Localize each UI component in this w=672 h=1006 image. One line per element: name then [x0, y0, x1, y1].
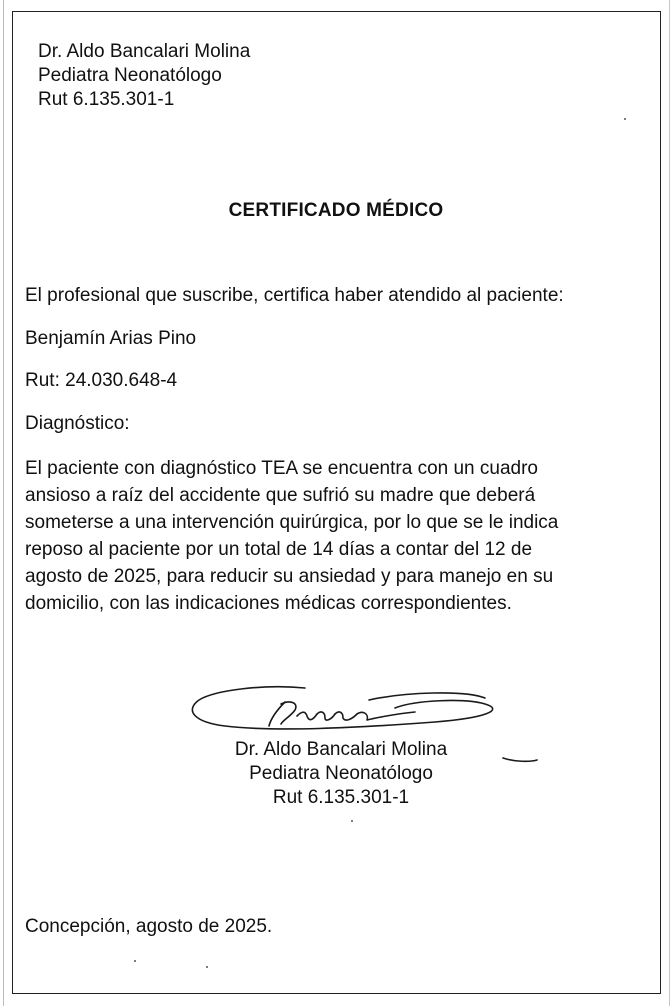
letterhead-specialty: Pediatra Neonatólogo: [38, 65, 222, 86]
letterhead-rut: Rut 6.135.301-1: [38, 89, 175, 110]
scan-edge-left: [3, 0, 4, 1006]
diagnosis-line: El paciente con diagnóstico TEA se encuentra con un cuadro: [25, 458, 538, 479]
scan-speck: [206, 966, 208, 968]
scan-speck: [134, 960, 136, 962]
diagnosis-line: reposo al paciente por un total de 14 días a contar del 12 de: [25, 539, 533, 560]
diagnosis-line: ansioso a raíz del accidente que sufrió su madre que deberá: [25, 485, 536, 506]
scan-edge-right: [669, 0, 670, 1006]
signer-block: [0, 738, 672, 810]
signer-specialty: Pediatra Neonatólogo: [249, 763, 433, 784]
place-date: Concepción, agosto de 2025.: [25, 916, 273, 937]
scan-speck: [351, 820, 353, 822]
letterhead: [38, 40, 250, 112]
patient-name: Benjamín Arias Pino: [25, 328, 197, 349]
letterhead-name: Dr. Aldo Bancalari Molina: [38, 41, 251, 62]
diagnosis-text: [25, 455, 655, 617]
signer-rut: Rut 6.135.301-1: [272, 787, 410, 808]
diagnosis-line: domicilio, con las indicaciones médicas correspondientes.: [25, 593, 512, 614]
diagnosis-line: agosto de 2025, para reducir su ansiedad y para manejo en su: [25, 566, 554, 587]
diagnosis-label: Diagnóstico:: [25, 413, 130, 434]
signer-name: Dr. Aldo Bancalari Molina: [234, 739, 448, 760]
diagnosis-line: someterse a una intervención quirúrgica, por lo que se le indica: [25, 512, 559, 533]
scan-speck: [624, 118, 626, 120]
intro-text: El profesional que suscribe, certifica haber atendido al paciente:: [25, 285, 564, 306]
patient-rut: Rut: 24.030.648-4: [25, 370, 178, 391]
document-title: CERTIFICADO MÉDICO: [228, 200, 444, 221]
